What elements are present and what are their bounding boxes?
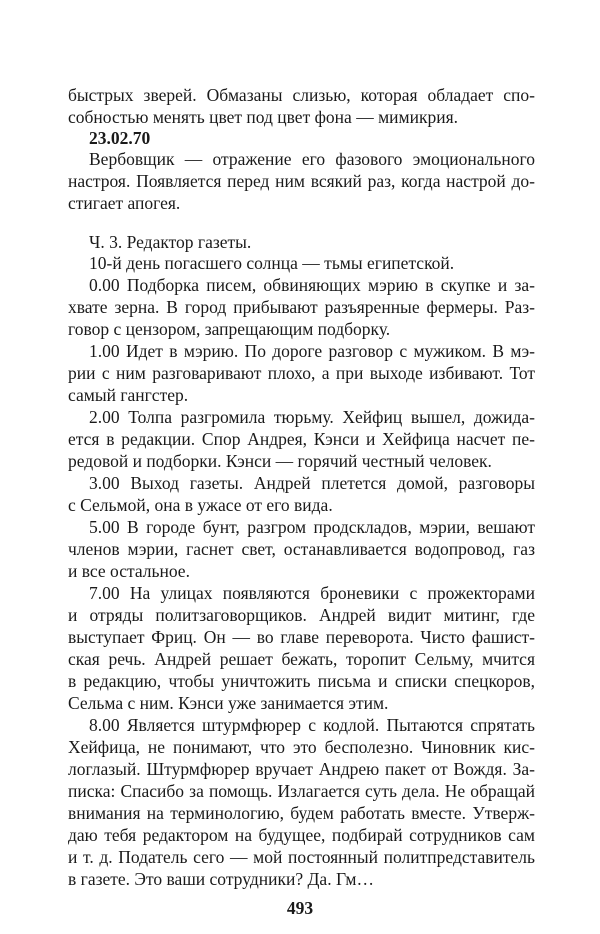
text-line: в газете. Это ваши сотрудники? Да. Гм… — [68, 869, 374, 889]
text-line: в редакцию, чтобы уничтожить письма и списки спецкоров, — [68, 671, 535, 691]
text-line: ская речь. Андрей решает бежать, торопит Сельму, мчится — [68, 649, 535, 669]
text-line: даю тебя редактором на будущее, подбирай сотрудников сам — [68, 825, 535, 845]
text-line: редовой и подборки. Кэнси — горячий честный человек. — [68, 451, 492, 471]
text-line: членов мэрии, гаснет свет, останавливается водопровод, газ — [68, 539, 535, 559]
section-heading: Ч. 3. Редактор газеты. — [89, 232, 252, 252]
text-line: писка: Спасибо за помощь. Излагается суть дела. Не обращай — [68, 781, 535, 801]
date-heading: 23.02.70 — [89, 128, 151, 148]
text-line: хвате зерна. В город прибывают разъяренные фермеры. Раз- — [68, 297, 535, 317]
text-line: Хейфица, не понимают, что это бесполезно. Чиновник кис- — [68, 737, 535, 757]
text-line: 1.00 Идет в мэрию. По дороге разговор с мужиком. В мэ- — [89, 341, 535, 361]
text-line: внимания на терминологию, будем работать вместе. Утверж- — [68, 803, 535, 823]
text-line: ется в редакции. Спор Андрея, Кэнси и Хейфица насчет пе- — [68, 429, 535, 449]
text-line: Сельма с ним. Кэнси уже занимается этим. — [68, 693, 389, 713]
text-line: самый гангстер. — [68, 385, 189, 405]
text-line: 5.00 В городе бунт, разгром продскладов, мэрии, вешают — [89, 517, 535, 537]
text-line: говор с цензором, запрещающим подборку. — [68, 319, 391, 339]
text-line: 2.00 Толпа разгромила тюрьму. Хейфиц вышел, дожида- — [89, 407, 535, 427]
text-line: собностью менять цвет под цвет фона — мимикрия. — [68, 107, 458, 127]
text-line: рии с ним разговаривают плохо, а при выходе избивают. Тот — [68, 363, 535, 383]
text-line: и отряды политзаговорщиков. Андрей видит митинг, где — [68, 605, 535, 625]
text-line: с Сельмой, она в ужасе от его вида. — [68, 495, 333, 515]
text-line: стигает апогея. — [68, 193, 181, 213]
page-number: 493 — [286, 898, 314, 918]
text-line: выступает Фриц. Он — во главе переворота. Чисто фашист- — [68, 627, 535, 647]
text-line: 0.00 Подборка писем, обвиняющих мэрию в скупке и за- — [89, 275, 535, 295]
text-line: 3.00 Выход газеты. Андрей плетется домой, разговоры — [89, 473, 535, 493]
text-line: 10-й день погасшего солнца — тьмы египетской. — [89, 253, 455, 273]
text-line: логлазый. Штурмфюрер вручает Андрею пакет от Вождя. За- — [68, 759, 535, 779]
text-line: настроя. Появляется перед ним всякий раз, когда настрой до- — [68, 171, 535, 191]
text-line: 8.00 Является штурмфюрер с кодлой. Пытаются спрятать — [89, 715, 535, 735]
text-line: и т. д. Податель сего — мой постоянный политпредставитель — [68, 847, 535, 867]
text-line: и все остальное. — [68, 561, 190, 581]
text-line: быстрых зверей. Обмазаны слизью, которая обладает спо- — [68, 85, 535, 105]
text-line: Вербовщик — отражение его фазового эмоционального — [89, 149, 535, 169]
text-line: 7.00 На улицах появляются броневики с прожекторами — [89, 583, 535, 603]
